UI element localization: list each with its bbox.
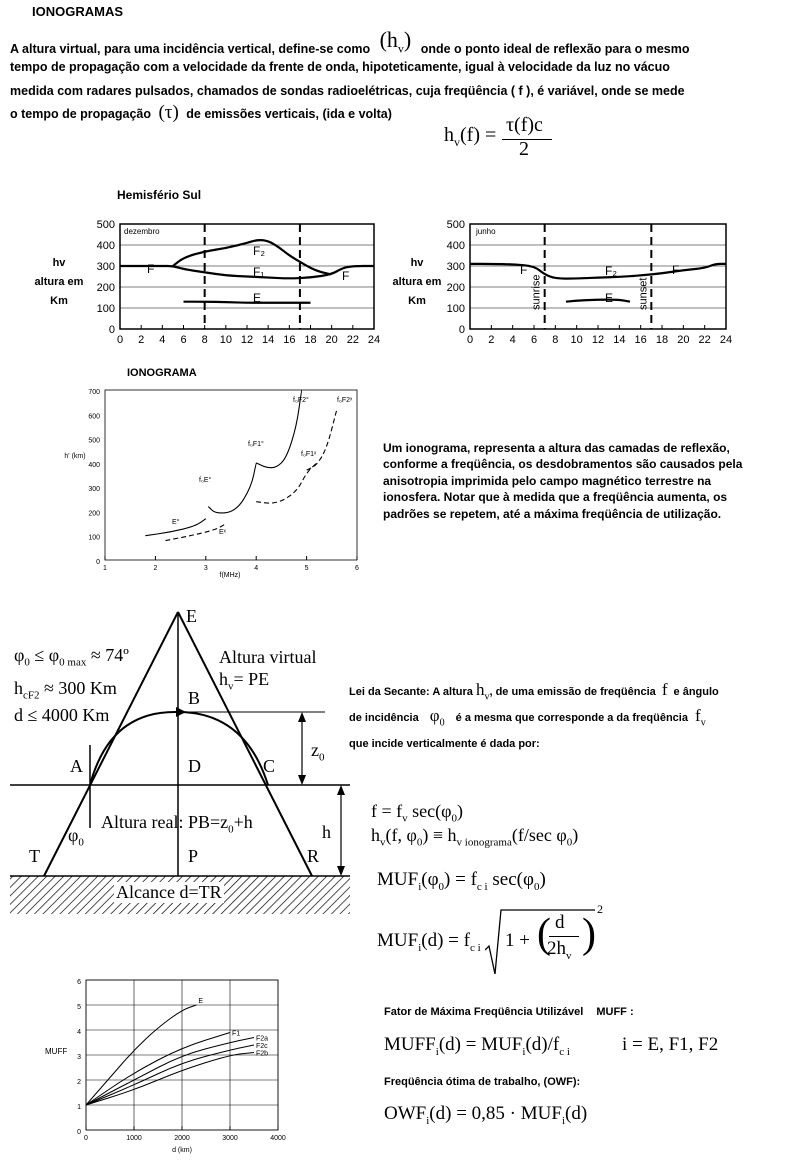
x-tick-label: 5 <box>304 565 309 572</box>
x-tick-label: 18 <box>304 334 317 346</box>
y-tick-label: 0 <box>77 1129 81 1136</box>
x-tick-label: 2 <box>488 334 495 346</box>
chart-dezembro <box>97 219 380 346</box>
x-tick-label: 24 <box>367 334 381 346</box>
x-tick-label: 14 <box>262 334 275 346</box>
label-A: A <box>70 756 83 776</box>
layer-label: F <box>520 263 528 277</box>
muff-label: Fator de Máxima Freqüência Utilizável MUFF : <box>384 1006 634 1018</box>
curve-label: Eˣ <box>219 529 226 536</box>
y-tick-label: 400 <box>88 461 100 469</box>
x-tick-label: 3000 <box>222 1135 238 1142</box>
intro-line-1a: A altura virtual, para uma incidência vertical, define-se como <box>10 42 371 56</box>
y-tick-label: 700 <box>88 389 100 396</box>
y-tick-label: 500 <box>446 219 465 231</box>
curve-label: f₀F2ˣ <box>337 397 353 404</box>
chart2-ylabel: hv altura em Km <box>392 257 442 307</box>
x-tick-label: 22 <box>698 334 711 346</box>
owf-label: Freqüência ótima de trabalho, (OWF): <box>384 1076 581 1088</box>
y-tick-label: 4 <box>77 1029 81 1036</box>
alcance-label: Alcance d=TR <box>116 882 222 902</box>
eq-muf-d: $MUF_i(d) = f_{c i}$ 1 + ( d $2h_v$ ) 2 <box>377 908 617 978</box>
series-line-E <box>184 302 311 303</box>
intro-line-4b: de emissões verticais, (ida e volta) <box>186 107 392 121</box>
tau-symbol: (τ) <box>158 102 179 123</box>
secant-line-1: Lei da Secante: A altura $h_v$, de uma emissão de freqüência f e ângulo <box>349 680 719 703</box>
altura-virtual-label: Altura virtual <box>219 647 317 667</box>
series-label-F2a: F2a <box>256 1035 269 1043</box>
secant-line-3: que incide verticalmente é dada por: <box>349 738 540 750</box>
intro-line-1b: onde o ponto ideal de reflexão para o mesmo <box>420 42 690 56</box>
x-tick-label: 2000 <box>174 1135 190 1142</box>
x-tick-label: 22 <box>346 334 359 346</box>
intro-line-3: medida com radares pulsados, chamados de sondas radioelétricas, cuja freqüência ( f ), é variável, onde se mede <box>10 84 685 98</box>
label-C: C <box>263 756 276 776</box>
layer-label: F₂ <box>605 264 617 278</box>
eq-muff: $MUFF_i(d) = MUF_i(d)/f_{c i}$ <box>384 1034 570 1058</box>
plot-frame <box>105 390 357 560</box>
x-tick-label: 4 <box>254 565 259 572</box>
series-line-f0F1ˣ <box>256 463 316 503</box>
marker-label-sunset: sunset <box>637 277 650 310</box>
x-tick-label: 4 <box>159 334 166 346</box>
y-tick-label: 5 <box>77 1004 81 1011</box>
x-tick-label: 1000 <box>126 1135 142 1142</box>
y-axis-label: MUFF <box>45 1047 68 1056</box>
label-E: E <box>186 606 197 626</box>
x-axis-label: f(MHz) <box>219 572 241 579</box>
label-R: R <box>307 846 320 866</box>
y-tick-label: 300 <box>446 261 465 273</box>
curve-label: f₀E° <box>199 477 212 484</box>
y-tick-label: 200 <box>446 282 465 294</box>
layer-label: F₂ <box>253 244 265 258</box>
series-label-F2b: F2b <box>256 1050 269 1058</box>
x-tick-label: 20 <box>677 334 690 346</box>
x-tick-label: 6 <box>355 565 359 572</box>
y-tick-label: 600 <box>88 413 100 421</box>
x-tick-label: 0 <box>116 334 124 346</box>
y-tick-label: 2 <box>77 1079 81 1086</box>
eq-i-layers: i = E, F1, F2 <box>622 1034 719 1055</box>
label-z0: $z_0$ <box>311 740 325 764</box>
y-tick-label: 0 <box>96 559 100 566</box>
y-tick-label: 100 <box>96 303 115 315</box>
y-tick-label: 6 <box>77 979 81 986</box>
d-condition: d ≤ 4000 Km <box>14 705 110 725</box>
layer-label: F₁ <box>253 265 265 279</box>
y-tick-label: 100 <box>446 303 465 315</box>
x-tick-label: 24 <box>719 334 733 346</box>
curve-label: f₀F1ˣ <box>301 451 317 458</box>
curve-label: f₀F1° <box>248 441 264 448</box>
y-axis-label: h' (km) <box>64 453 86 460</box>
layer-label: E <box>605 291 614 305</box>
y-tick-label: 200 <box>96 282 115 294</box>
x-tick-label: 10 <box>570 334 583 346</box>
x-tick-label: 4 <box>509 334 516 346</box>
y-tick-label: 1 <box>77 1104 81 1111</box>
intro-line-4 <box>10 101 392 126</box>
hv-pe-label: $h_v=$ PE <box>219 669 270 693</box>
series-line-F2b <box>86 1053 254 1106</box>
phi-condition: $\varphi_0 \le \varphi_{0 max}$ ≈ 74º <box>14 645 129 669</box>
y-tick-label: 0 <box>458 324 465 336</box>
layer-label: F <box>342 269 350 283</box>
series-line-F <box>120 266 374 278</box>
x-tick-label: 3 <box>203 565 208 572</box>
series-line-f0E° <box>208 463 256 513</box>
x-tick-label: 14 <box>613 334 626 346</box>
series-label-F2c: F2c <box>256 1043 268 1050</box>
page-title: IONOGRAMAS <box>32 4 123 19</box>
series-line-E <box>566 300 630 302</box>
eq-owf: $OWF_i(d) = 0,85 \cdot MUF_i(d)$ <box>384 1103 588 1127</box>
eq-f-fv-sec: $f = f_v$ $\sec(\varphi_0)$ <box>371 801 464 825</box>
altura-real-label: Altura real: $PB=z_0+h$ <box>101 812 253 836</box>
y-tick-label: 100 <box>88 534 100 542</box>
x-tick-label: 20 <box>325 334 338 346</box>
hemisphere-label: Hemisfério Sul <box>117 188 202 202</box>
chart-month-label: junho <box>476 227 496 236</box>
eq-hv-ionograma: $h_v(f$, $\varphi_0) \equiv h_{v ionograma}(f/\sec$ $\varphi_0$) <box>371 825 579 849</box>
y-tick-label: 300 <box>88 486 100 494</box>
x-axis-label: d (km) <box>172 1147 192 1154</box>
chart-junho <box>447 219 732 346</box>
x-tick-label: 1 <box>103 565 107 572</box>
intro-line-2: tempo de propagação com a velocidade da frente de onda, hipoteticamente, igual à velocidade da luz no vácuo <box>10 60 670 74</box>
series-label-F1: F1 <box>232 1030 241 1038</box>
x-tick-label: 10 <box>219 334 232 346</box>
intro-line-4a: o tempo de propagação <box>10 107 151 121</box>
secant-line-2: de incidência $\varphi_0$ é a mesma que corresponde a da freqüência $f_v$ <box>349 706 706 729</box>
layer-label: F <box>147 262 155 276</box>
ionogram-description: Um ionograma, representa a altura das camadas de reflexão, conforme a freqüência, os desdobramentos são causados pela anisotropia imprimida pelo campo magnético terrestre na ionosfera. Notar que à medida que a freqüência aumenta, os padrões se repetem, até a máxima freqüência de utilização. <box>383 441 743 521</box>
x-tick-label: 0 <box>466 334 474 346</box>
x-tick-label: 8 <box>201 334 208 346</box>
chart-month-label: dezembro <box>124 227 160 236</box>
label-D: D <box>188 756 201 776</box>
series-label-E: E <box>198 998 204 1005</box>
ray-curved-path <box>90 712 268 785</box>
y-tick-label: 0 <box>108 324 115 336</box>
label-phi0: $\varphi_0$ <box>68 825 84 849</box>
x-tick-label: 12 <box>240 334 254 346</box>
label-T: T <box>29 846 40 866</box>
x-tick-label: 6 <box>530 334 538 346</box>
x-tick-label: 16 <box>283 334 296 346</box>
series-line-Eˣ <box>165 524 225 541</box>
y-tick-label: 300 <box>96 261 115 273</box>
plot-frame <box>470 224 726 329</box>
y-tick-label: 500 <box>96 219 115 231</box>
x-tick-label: 2 <box>138 334 145 346</box>
x-tick-label: 6 <box>180 334 187 346</box>
curve-label: f₀F2° <box>293 397 309 404</box>
ionogram-chart <box>55 380 375 585</box>
x-tick-label: 12 <box>591 334 605 346</box>
x-tick-label: 0 <box>84 1135 88 1142</box>
chart1-ylabel: hv altura em Km <box>34 257 84 307</box>
y-tick-label: 500 <box>88 437 100 445</box>
muff-chart <box>40 970 290 1155</box>
layer-label: F <box>672 263 680 277</box>
x-tick-label: 4000 <box>270 1135 286 1142</box>
x-tick-label: 8 <box>552 334 559 346</box>
y-tick-label: 200 <box>88 510 100 518</box>
label-P: P <box>188 846 199 866</box>
series-line-f0F2ˣ <box>307 409 337 470</box>
h-condition: $h_{cF2} \approx 300$ Km <box>14 678 117 702</box>
daily-charts <box>0 210 807 350</box>
x-tick-label: 18 <box>655 334 669 346</box>
marker-label-sunrise: sunrise <box>530 274 543 310</box>
layer-label: E <box>253 291 262 305</box>
y-tick-label: 3 <box>77 1054 81 1061</box>
label-B: B <box>188 688 201 708</box>
ionograma-label: IONOGRAMA <box>127 367 197 379</box>
x-tick-label: 2 <box>153 565 158 572</box>
eq-muf-phi: $MUF_i(\varphi_0) = f_{c i}$ $\sec(\varphi_0)$ <box>377 869 546 893</box>
label-h: h <box>322 822 331 842</box>
x-tick-label: 16 <box>634 334 647 346</box>
y-tick-label: 400 <box>446 240 465 252</box>
curve-label: E° <box>172 519 180 526</box>
y-tick-label: 400 <box>96 240 115 252</box>
hv-symbol: $(h_v)$ <box>379 27 412 56</box>
